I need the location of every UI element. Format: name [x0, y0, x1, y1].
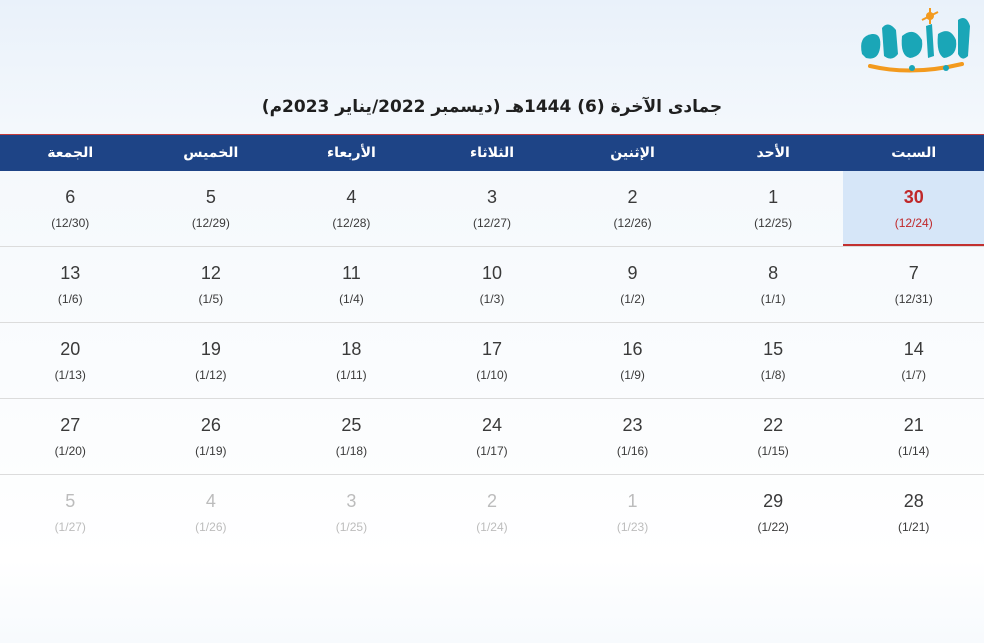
gregorian-date: (12/28) — [332, 216, 371, 230]
calendar-day[interactable] — [703, 475, 844, 551]
hijri-day-number: 3 — [486, 187, 497, 207]
hijri-day-number: 22 — [763, 415, 784, 435]
calendar-day[interactable] — [0, 475, 141, 551]
site-logo[interactable] — [852, 6, 976, 78]
hijri-day-number: 12 — [200, 263, 221, 283]
gregorian-date: (1/21) — [898, 520, 930, 534]
calendar-day[interactable] — [843, 323, 984, 398]
hijri-day-number: 18 — [341, 339, 362, 359]
calendar-day[interactable] — [281, 171, 422, 246]
logo-graphic — [852, 6, 976, 78]
calendar-day[interactable] — [843, 399, 984, 474]
calendar-day[interactable] — [422, 171, 563, 246]
calendar-day[interactable] — [422, 475, 563, 551]
hijri-day-number: 27 — [60, 415, 81, 435]
hijri-day-number: 21 — [903, 415, 924, 435]
hijri-day-number: 11 — [342, 263, 361, 283]
hijri-day-number: 3 — [346, 491, 357, 511]
hijri-day-number: 24 — [481, 415, 502, 435]
calendar-day[interactable] — [562, 475, 703, 551]
gregorian-date: (1/20) — [54, 444, 86, 458]
gregorian-date: (1/10) — [476, 368, 508, 382]
hijri-day-number: 14 — [903, 339, 924, 359]
hijri-day-number: 28 — [903, 491, 924, 511]
hijri-day-number: 5 — [65, 491, 76, 511]
weekday-friday: الجمعة — [47, 145, 94, 161]
calendar-day[interactable] — [703, 399, 844, 474]
gregorian-date: (12/27) — [472, 216, 511, 230]
calendar-day[interactable] — [0, 247, 141, 322]
hijri-day-number: 9 — [627, 263, 638, 283]
hijri-day-number: 26 — [200, 415, 221, 435]
gregorian-date: (1/17) — [476, 444, 508, 458]
calendar-day[interactable] — [281, 323, 422, 398]
gregorian-date: (1/8) — [760, 368, 786, 382]
calendar-week-row — [0, 323, 984, 399]
calendar-day[interactable] — [562, 399, 703, 474]
gregorian-date: (1/23) — [616, 520, 649, 534]
hijri-day-number: 13 — [60, 263, 81, 283]
gregorian-date: (1/12) — [195, 368, 227, 382]
gregorian-date: (1/14) — [898, 444, 930, 458]
weekday-tuesday: الثلاثاء — [469, 145, 515, 161]
calendar-day-today[interactable] — [843, 171, 984, 246]
gregorian-date: (1/9) — [620, 368, 645, 382]
calendar-day[interactable] — [281, 399, 422, 474]
calendar-week-row — [0, 475, 984, 551]
gregorian-date: (1/4) — [339, 292, 364, 306]
calendar-day[interactable] — [0, 323, 141, 398]
weekday-sunday: الأحد — [756, 145, 790, 161]
weekday-thursday: الخميس — [183, 145, 239, 161]
gregorian-date: (1/13) — [54, 368, 86, 382]
gregorian-date: (1/26) — [195, 520, 227, 534]
gregorian-date: (1/6) — [57, 292, 83, 306]
hijri-day-number: 8 — [768, 263, 779, 283]
gregorian-date: (1/2) — [620, 292, 645, 306]
hijri-day-number: 30 — [903, 187, 924, 207]
hijri-day-number: 5 — [205, 187, 216, 207]
calendar-day[interactable] — [422, 323, 563, 398]
hijri-day-number: 23 — [622, 415, 643, 435]
gregorian-date: (12/29) — [191, 216, 230, 230]
calendar-day[interactable] — [703, 247, 844, 322]
gregorian-date: (1/19) — [195, 444, 227, 458]
hijri-day-number: 1 — [627, 491, 638, 511]
hijri-day-number: 19 — [200, 339, 221, 359]
calendar-day[interactable] — [562, 323, 703, 398]
weekday-monday: الإثنين — [610, 145, 655, 161]
calendar-day[interactable] — [562, 171, 703, 246]
gregorian-date: (1/7) — [901, 368, 927, 382]
gregorian-date: (1/5) — [198, 292, 224, 306]
hijri-day-number: 7 — [908, 263, 919, 283]
gregorian-date: (1/24) — [476, 520, 508, 534]
weekday-wednesday: الأربعاء — [326, 145, 376, 161]
calendar-weeks — [0, 171, 984, 551]
gregorian-date: (1/3) — [479, 292, 505, 306]
hijri-day-number: 16 — [622, 339, 643, 359]
hijri-day-number: 2 — [627, 187, 638, 207]
calendar-week-row — [0, 399, 984, 475]
gregorian-date: (1/25) — [335, 520, 368, 534]
hijri-day-number: 29 — [763, 491, 784, 511]
gregorian-date: (12/24) — [894, 216, 933, 230]
calendar-day[interactable] — [562, 247, 703, 322]
page-title: جمادى الآخرة (6) 1444هـ (ديسمبر 2022/يناير 2023م) — [261, 97, 723, 117]
calendar-day[interactable] — [141, 475, 282, 551]
calendar-day[interactable] — [0, 171, 141, 246]
calendar-grid — [0, 134, 984, 551]
hijri-day-number: 4 — [346, 187, 357, 207]
gregorian-date: (12/30) — [51, 216, 90, 230]
gregorian-date: (1/11) — [336, 368, 367, 382]
calendar-day[interactable] — [141, 247, 282, 322]
hijri-day-number: 25 — [341, 415, 362, 435]
calendar-week-row — [0, 247, 984, 323]
hijri-day-number: 2 — [486, 491, 497, 511]
hijri-day-number: 1 — [768, 187, 779, 207]
gregorian-date: (1/1) — [760, 292, 786, 306]
calendar-day[interactable] — [141, 399, 282, 474]
hijri-day-number: 20 — [60, 339, 81, 359]
calendar-day[interactable] — [141, 171, 282, 246]
hijri-day-number: 6 — [65, 187, 76, 207]
gregorian-date: (12/26) — [613, 216, 652, 230]
calendar-day[interactable] — [281, 247, 422, 322]
gregorian-date: (1/15) — [757, 444, 789, 458]
weekday-header-row — [0, 134, 984, 171]
calendar-day[interactable] — [281, 475, 422, 551]
calendar-week-row — [0, 171, 984, 247]
gregorian-date: (12/25) — [754, 216, 793, 230]
calendar-day[interactable] — [422, 399, 563, 474]
gregorian-date: (1/22) — [757, 520, 789, 534]
hijri-day-number: 10 — [481, 263, 502, 283]
hijri-day-number: 15 — [763, 339, 784, 359]
gregorian-date: (1/27) — [54, 520, 86, 534]
calendar-day[interactable] — [0, 399, 141, 474]
calendar-day[interactable] — [703, 171, 844, 246]
hijri-day-number: 4 — [205, 491, 216, 511]
calendar-day[interactable] — [843, 247, 984, 322]
weekday-saturday: السبت — [891, 145, 937, 161]
calendar-day[interactable] — [703, 323, 844, 398]
gregorian-date: (1/18) — [335, 444, 368, 458]
gregorian-date: (12/31) — [894, 292, 933, 306]
calendar-day[interactable] — [843, 475, 984, 551]
calendar-day[interactable] — [422, 247, 563, 322]
gregorian-date: (1/16) — [616, 444, 649, 458]
calendar-day[interactable] — [141, 323, 282, 398]
hijri-day-number: 17 — [481, 339, 502, 359]
